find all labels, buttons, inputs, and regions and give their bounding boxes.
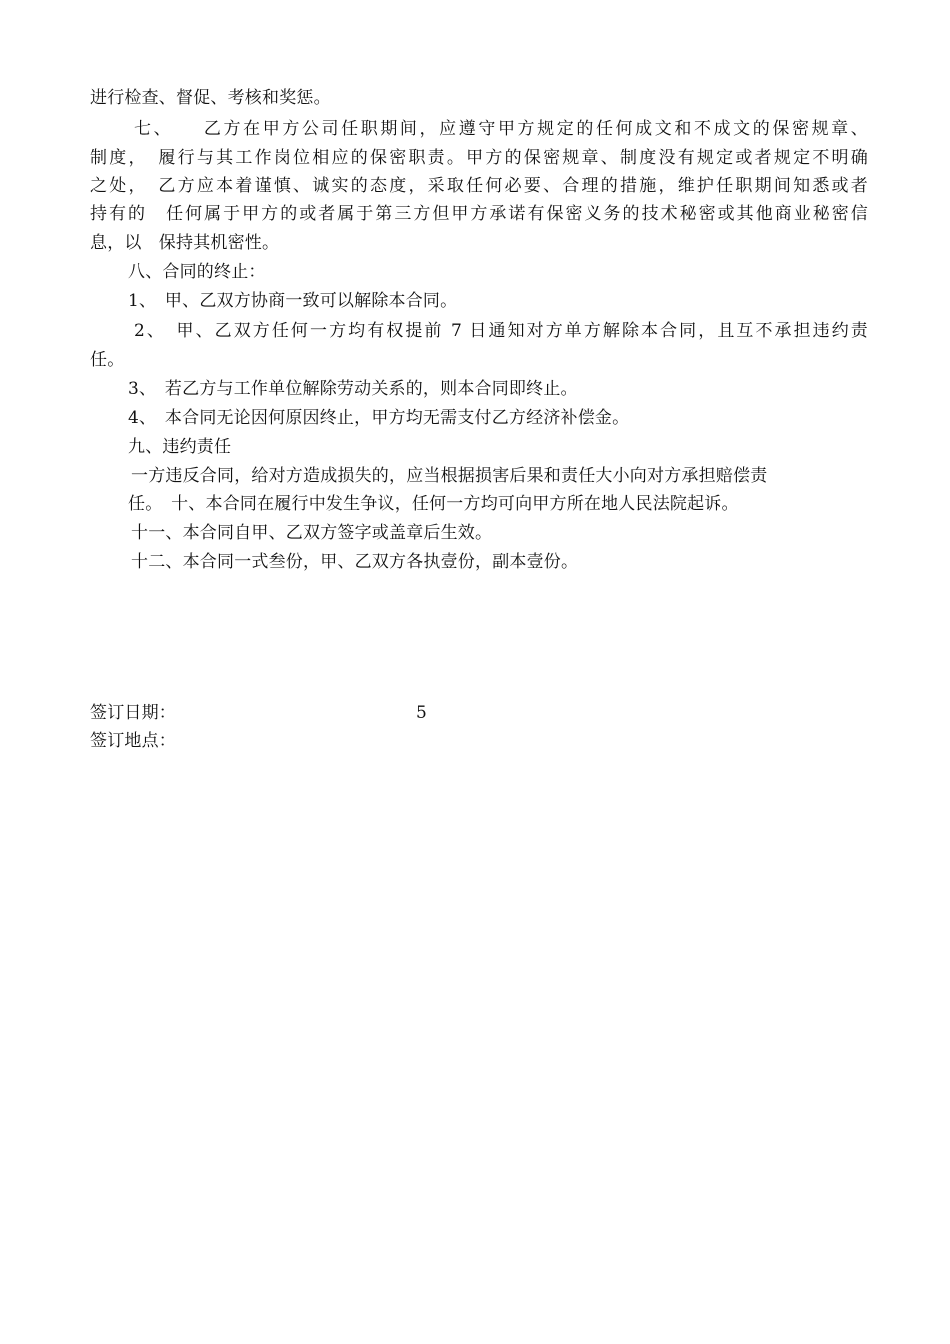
text-line: 任。 bbox=[90, 350, 125, 370]
text-line: 4、 本合同无论因何原因终止，甲方均无需支付乙方经济补偿金。 bbox=[128, 408, 630, 428]
text-line: 进行检查、督促、考核和奖惩。 bbox=[90, 88, 331, 108]
page-number: 5 bbox=[416, 703, 427, 723]
text-line: 七、 乙方在甲方公司任职期间，应遵守甲方规定的任何成文和不成文的保密规章、 bbox=[134, 119, 868, 139]
text-line: 2、 甲、乙双方任何一方均有权提前 7 日通知对方单方解除本合同，且互不承担违约责 bbox=[134, 321, 868, 341]
section-heading: 九、违约责任 bbox=[128, 437, 232, 457]
text-line: 一方违反合同，给对方造成损失的，应当根据损害后果和责任大小向对方承担赔偿责 bbox=[131, 466, 768, 486]
text-line: 之处， 乙方应本着谨慎、诚实的态度，采取任何必要、合理的措施，维护任职期间知悉或者 bbox=[90, 176, 868, 196]
text-line: 息，以 保持其机密性。 bbox=[90, 233, 280, 253]
signing-date-label: 签订日期： bbox=[90, 703, 176, 723]
text-line: 十二、本合同一式叁份，甲、乙双方各执壹份，副本壹份。 bbox=[131, 552, 579, 572]
text-line: 任。 十、本合同在履行中发生争议，任何一方均可向甲方所在地人民法院起诉。 bbox=[128, 494, 739, 514]
section-heading: 八、合同的终止： bbox=[128, 262, 266, 282]
text-line: 十一、本合同自甲、乙双方签字或盖章后生效。 bbox=[131, 523, 493, 543]
text-line: 1、 甲、乙双方协商一致可以解除本合同。 bbox=[128, 291, 458, 311]
text-line: 持有的 任何属于甲方的或者属于第三方但甲方承诺有保密义务的技术秘密或其他商业秘密信 bbox=[90, 204, 868, 224]
text-line: 制度， 履行与其工作岗位相应的保密职责。甲方的保密规章、制度没有规定或者规定不明确 bbox=[90, 148, 868, 168]
signing-place-label: 签订地点： bbox=[90, 731, 176, 751]
text-line: 3、 若乙方与工作单位解除劳动关系的，则本合同即终止。 bbox=[128, 379, 578, 399]
